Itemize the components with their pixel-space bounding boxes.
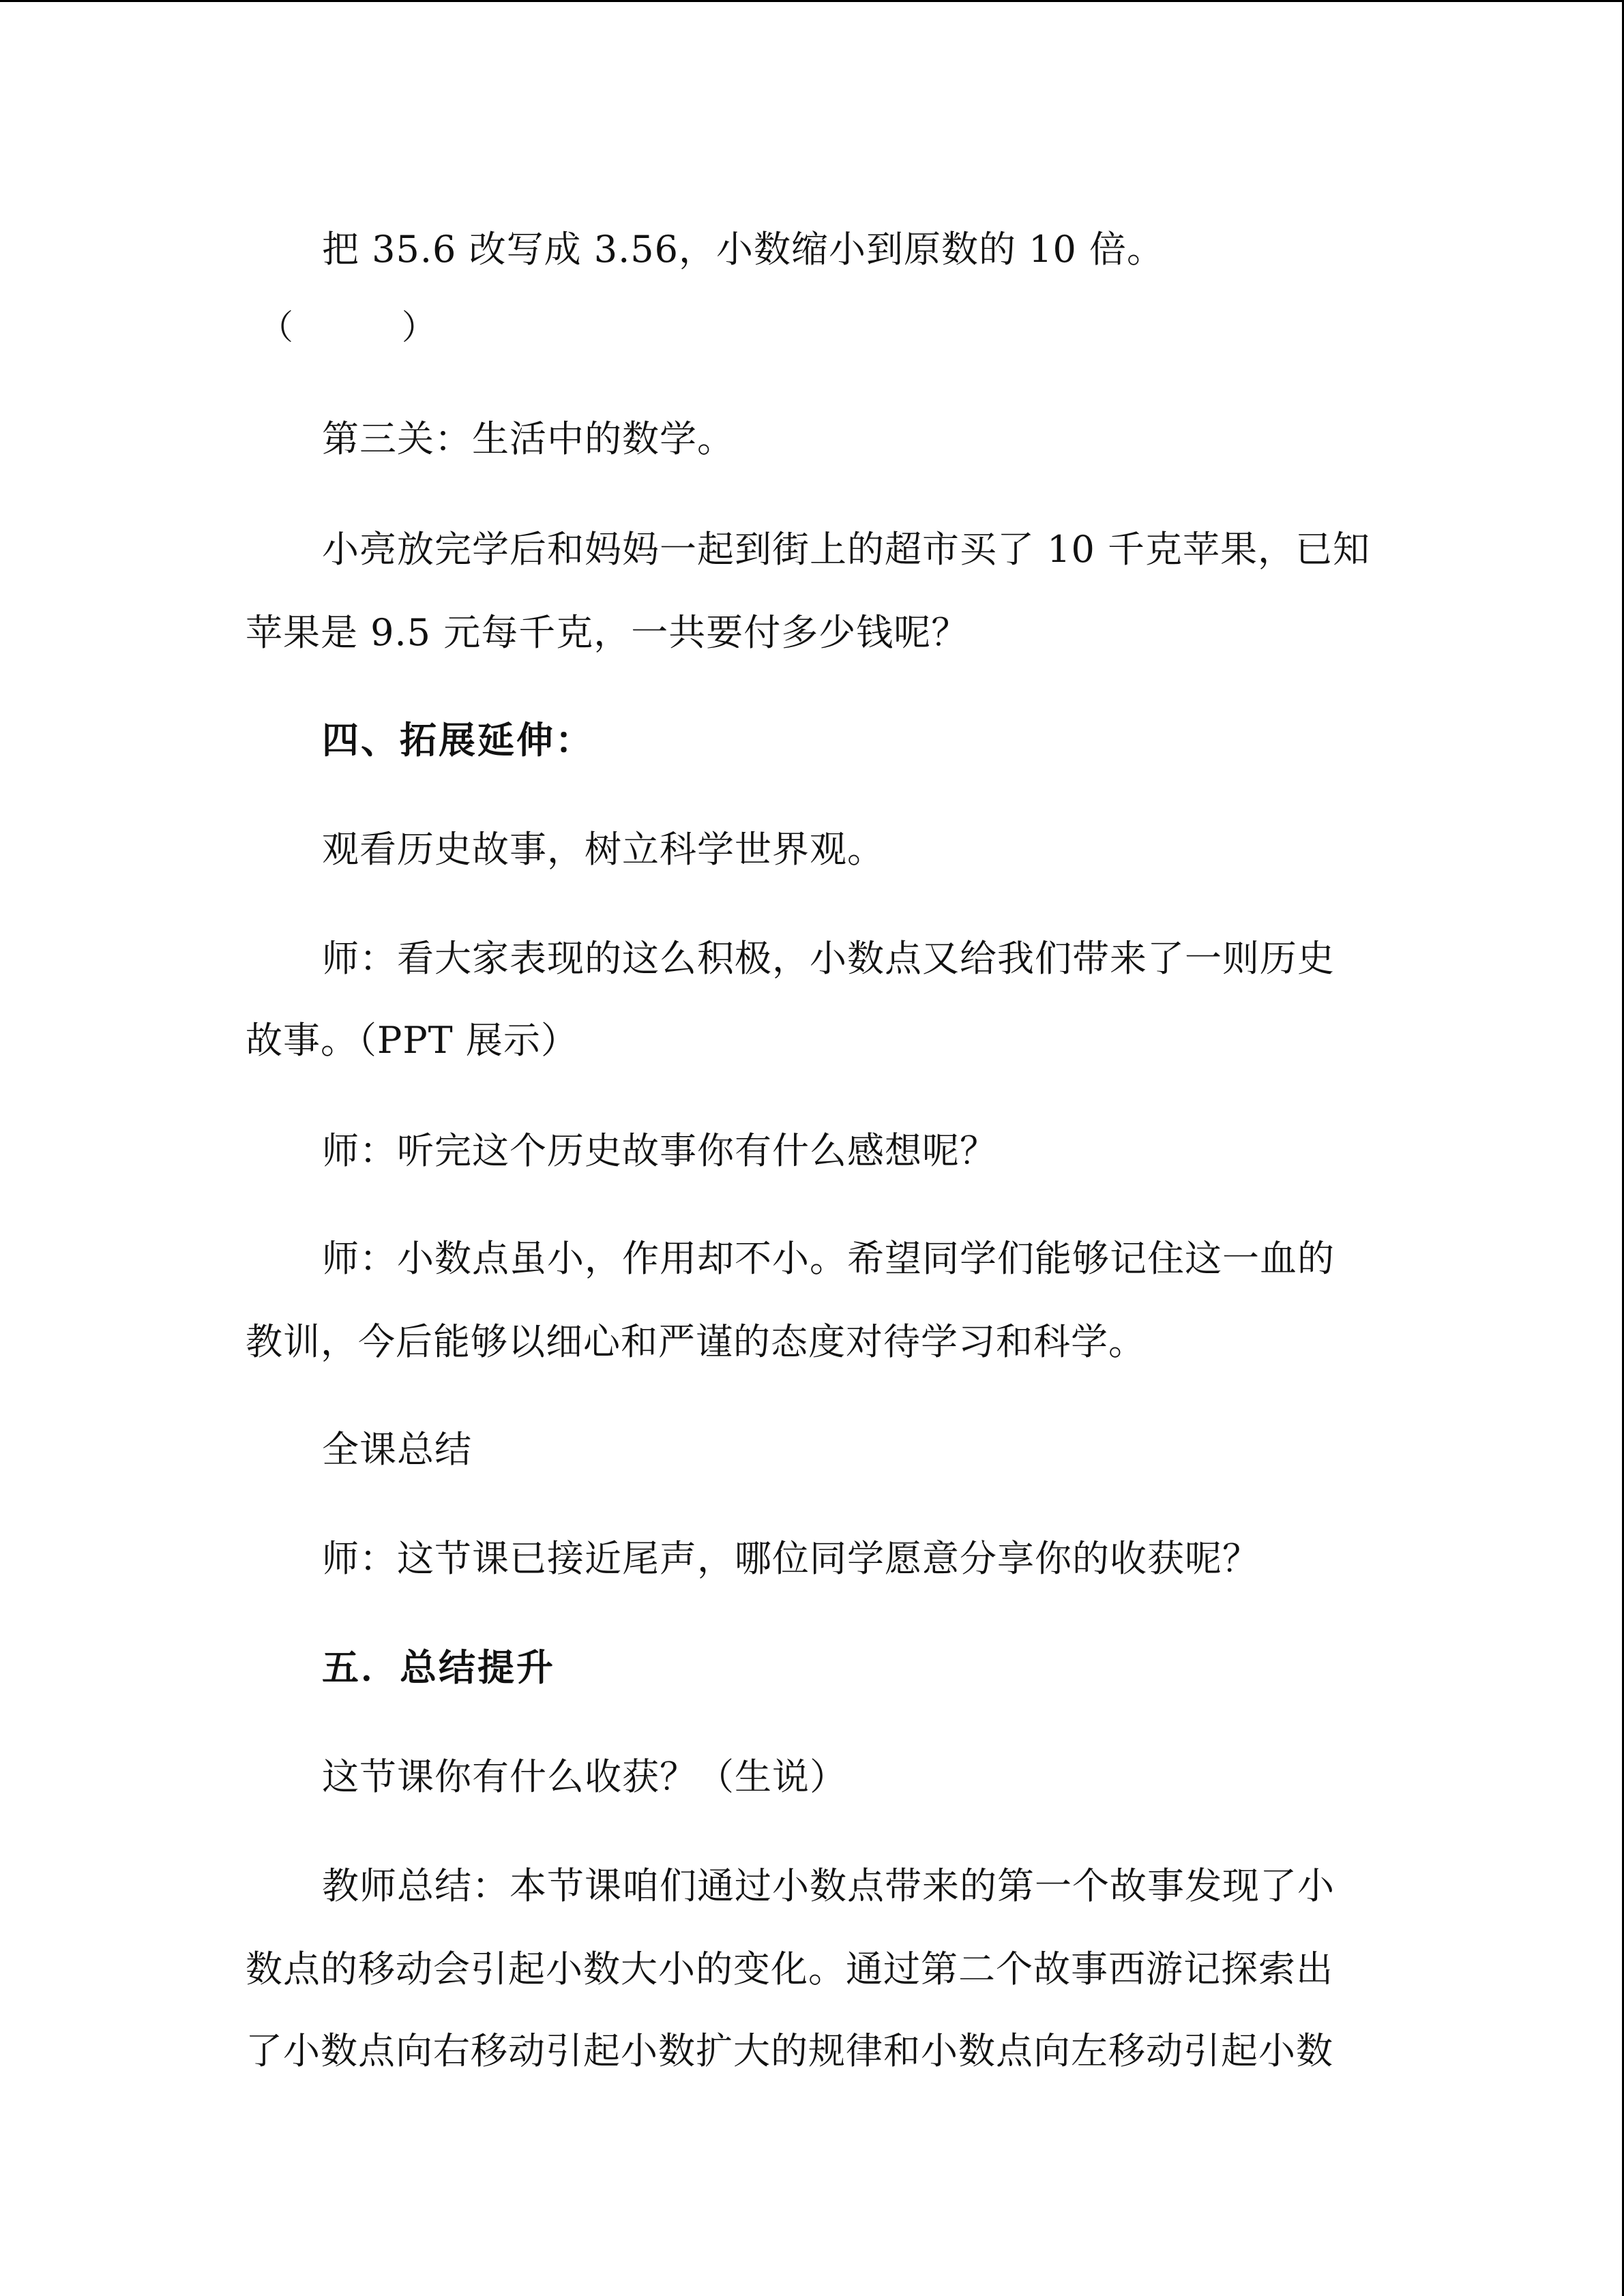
paragraph-apple-problem-line-2: 苹果是 9.5 元每千克，一共要付多少钱呢？ [246, 611, 969, 654]
paragraph-watch-story: 观看历史故事，树立科学世界观。 [322, 828, 885, 871]
section-heading-summary: 五．总结提升 [322, 1646, 555, 1689]
paragraph-what-gained: 这节课你有什么收获？（生说） [322, 1755, 847, 1798]
section-heading-extension: 四、拓展延伸： [322, 719, 594, 762]
paragraph-teacher-story-line-1: 师：看大家表现的这么积极，小数点又给我们带来了一则历史 [322, 937, 1335, 980]
paragraph-teacher-summary-line-3: 了小数点向右移动引起小数扩大的规律和小数点向左移动引起小数 [246, 2029, 1333, 2072]
paragraph-level-three: 第三关：生活中的数学。 [322, 417, 735, 460]
paragraph-teacher-share: 师：这节课已接近尾声，哪位同学愿意分享你的收获呢？ [322, 1537, 1260, 1580]
paragraph-teacher-summary-line-2: 数点的移动会引起小数大小的变化。通过第二个故事西游记探索出 [246, 1948, 1333, 1991]
paragraph-teacher-summary-line-1: 教师总结：本节课咱们通过小数点带来的第一个故事发现了小 [322, 1864, 1335, 1907]
paragraph-teacher-lesson-line-2: 教训，今后能够以细心和严谨的态度对待学习和科学。 [246, 1320, 1146, 1363]
paragraph-apple-problem-line-1: 小亮放完学后和妈妈一起到街上的超市买了 10 千克苹果，已知 [322, 528, 1371, 571]
paragraph-teacher-feelings: 师：听完这个历史故事你有什么感想呢？ [322, 1129, 997, 1172]
paragraph-teacher-lesson-line-1: 师：小数点虽小，作用却不小。希望同学们能够记住这一血的 [322, 1237, 1335, 1280]
paragraph-decimal-question: 把 35.6 改写成 3.56，小数缩小到原数的 10 倍。 [322, 228, 1165, 271]
paragraph-teacher-story-line-2: 故事。（PPT 展示） [246, 1019, 578, 1062]
paragraph-course-summary: 全课总结 [322, 1428, 472, 1471]
answer-blank-parentheses: （ ） [259, 308, 436, 347]
